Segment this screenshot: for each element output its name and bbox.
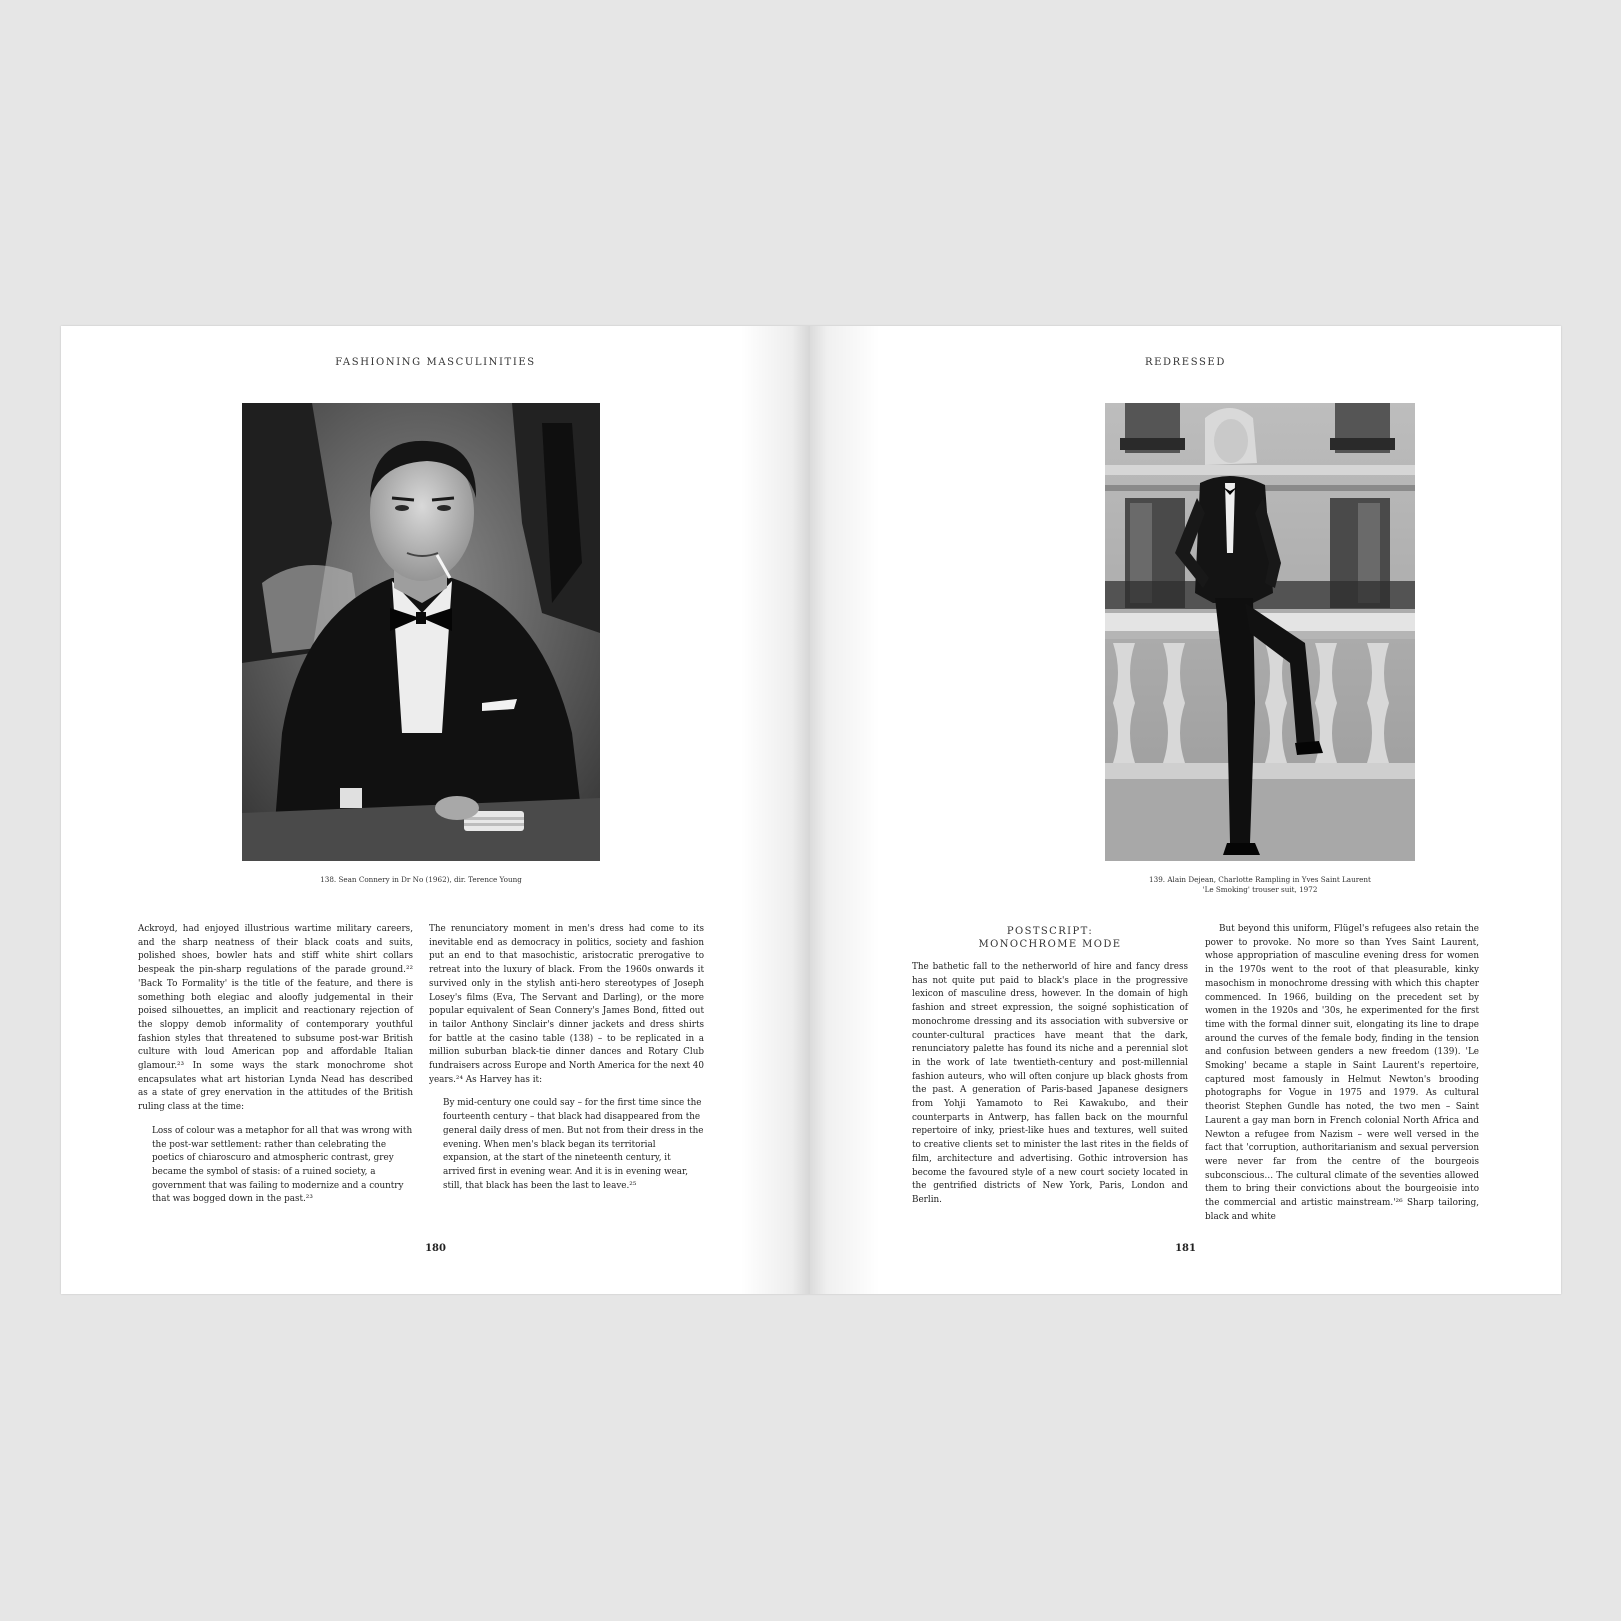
running-head-right: REDRESSED [1145,357,1226,368]
left-col2-paragraph: The renunciatory moment in men's dress had come to its inevitable end as democracy in politics, society and fashion put an end to that masochistic, aristocratic prerogative to retreat into the luxury of black. From the 1960s onwards it survived only in the stylish anti-hero stereotypes of Joseph Losey's films (Eva, The Servant and Darling), or the more popular equivalent of Sean Connery's James Bond, fitted out in tailor Anthony Sinclair's dinner jackets and dress shirts for battle at the casino table (138) – to be replicated in a million suburban black-tie dinner dances and Rotary Club fundraisers across Europe and North America for the next 40 years.²⁴ As Harvey has it: [429,924,704,1085]
caption-line-1: 139. Alain Dejean, Charlotte Rampling in Yves Saint Laurent [1149,875,1371,884]
left-col1-blockquote: Loss of colour was a metaphor for all that was wrong with the post-war settlement: rather than celebrating the poetics of chiaroscuro and atmospheric contrast, grey became the symbol of stasis: of a ruined society, a government that was failing to modernize and a country that was bogged down in the past.²³ [152,1125,413,1205]
running-head-left: FASHIONING MASCULINITIES [335,357,536,368]
photo-sean-connery-image [242,403,600,861]
caption-photo-138: 138. Sean Connery in Dr No (1962), dir. Terence Young [320,875,522,884]
right-col2-paragraph: But beyond this uniform, Flügel's refugees also retain the power to provoke. No more so than Yves Saint Laurent, whose appropriation of masculine evening dress for women in the 1970s went to the root of that pleasurable, kinky masochism in monochrome dressing with which this chapter commenced. In 1966, building on the precedent set by women in the 1920s and '30s, he experimented for the first time with the formal dinner suit, elongating its line to drape around the curves of the female body, finding in the tension and confusion between genders a new freedom (139). 'Le Smoking' became a staple in Saint Laurent's repertoire, captured most famously in Helmut Newton's brooding photographs for Vogue in 1975 and 1979. As cultural theorist Stephen Gundle has noted, the two men – Saint Laurent a gay man born in French colonial North Africa and Newton a refugee from Nazism – were well versed in the fact that 'corruption, authoritarianism and sexual perversion were never far from the centre of the bourgeois subconscious… The cultural climate of the seventies allowed them to bring their convictions about the bourgeoisie into the commercial and artistic mainstream.'²⁶ Sharp tailoring, black and white [1205,924,1479,1222]
left-page [61,326,810,1294]
page-number-right: 181 [1175,1243,1196,1254]
caption-photo-139 [1105,875,1415,895]
left-col1-paragraph: Ackroyd, had enjoyed illustrious wartime military careers, and the sharp neatness of their black coats and suits, polished shoes, bowler hats and stiff white shirt collars bespeak the pin-sharp regulations of the parade ground.²² 'Back To Formality' is the title of the feature, and there is something both elegiac and aloofly judgemental in their poised silhouettes, an implicit and reactionary rejection of the sloppy demob informality of contemporary youthful fashion styles that threatened to subsume post-war British culture with loud American pop and affordable Italian glamour.²³ In some ways the stark monochrome shot encapsulates what art historian Lynda Nead has described as a state of grey enervation in the attitudes of the British ruling class at the time: [138,924,413,1113]
right-page [810,326,1561,1294]
caption-line-2: 'Le Smoking' trouser suit, 1972 [1202,885,1318,894]
gutter-shadow-right [810,326,880,1294]
right-column-2 [1205,923,1479,1224]
section-heading-line-2: MONOCHROME MODE [978,939,1122,950]
right-column-1 [912,925,1188,1208]
page-number-left: 180 [425,1243,446,1254]
left-column-2 [429,923,704,1193]
right-col1-paragraph: The bathetic fall to the netherworld of hire and fancy dress has not quite put paid to black's place in the progressive lexicon of masculine dress, however. In the domain of high fashion and street expression, the soigné sophistication of monochrome dressing and its association with subversive or counter-cultural practices have meant that the dark, renunciatory palette has found its niche and a perennial slot in the work of late twentieth-century and post-millennial fashion auteurs, who will often conjure up black ghosts from the past. A generation of Paris-based Japanese designers from Yohji Yamamoto to Rei Kawakubo, and their counterparts in Antwerp, has fallen back on the mournful repertoire of inky, priest-like hues and textures, well suited to creative clients set to minister the last rites in the fields of film, architecture and advertising. Gothic introversion has become the favoured style of a new court society located in the gentrified districts of New York, Paris, London and Berlin. [912,962,1188,1205]
photo-sean-connery [242,403,600,861]
section-heading-line-1: POSTSCRIPT: [1006,926,1094,937]
left-col2-blockquote: By mid-century one could say – for the first time since the fourteenth century – that black had disappeared from the general daily dress of men. But not from their dress in the evening. When men's black began its territorial expansion, at the start of the nineteenth century, it arrived first in evening wear. And it is in evening wear, still, that black has been the last to leave.²⁵ [443,1098,704,1191]
photo-charlotte-rampling-image [1105,403,1415,861]
left-column-1 [138,923,413,1207]
book-spread [61,326,1561,1294]
section-heading [912,925,1188,951]
gutter-shadow-left [740,326,810,1294]
photo-charlotte-rampling [1105,403,1415,861]
